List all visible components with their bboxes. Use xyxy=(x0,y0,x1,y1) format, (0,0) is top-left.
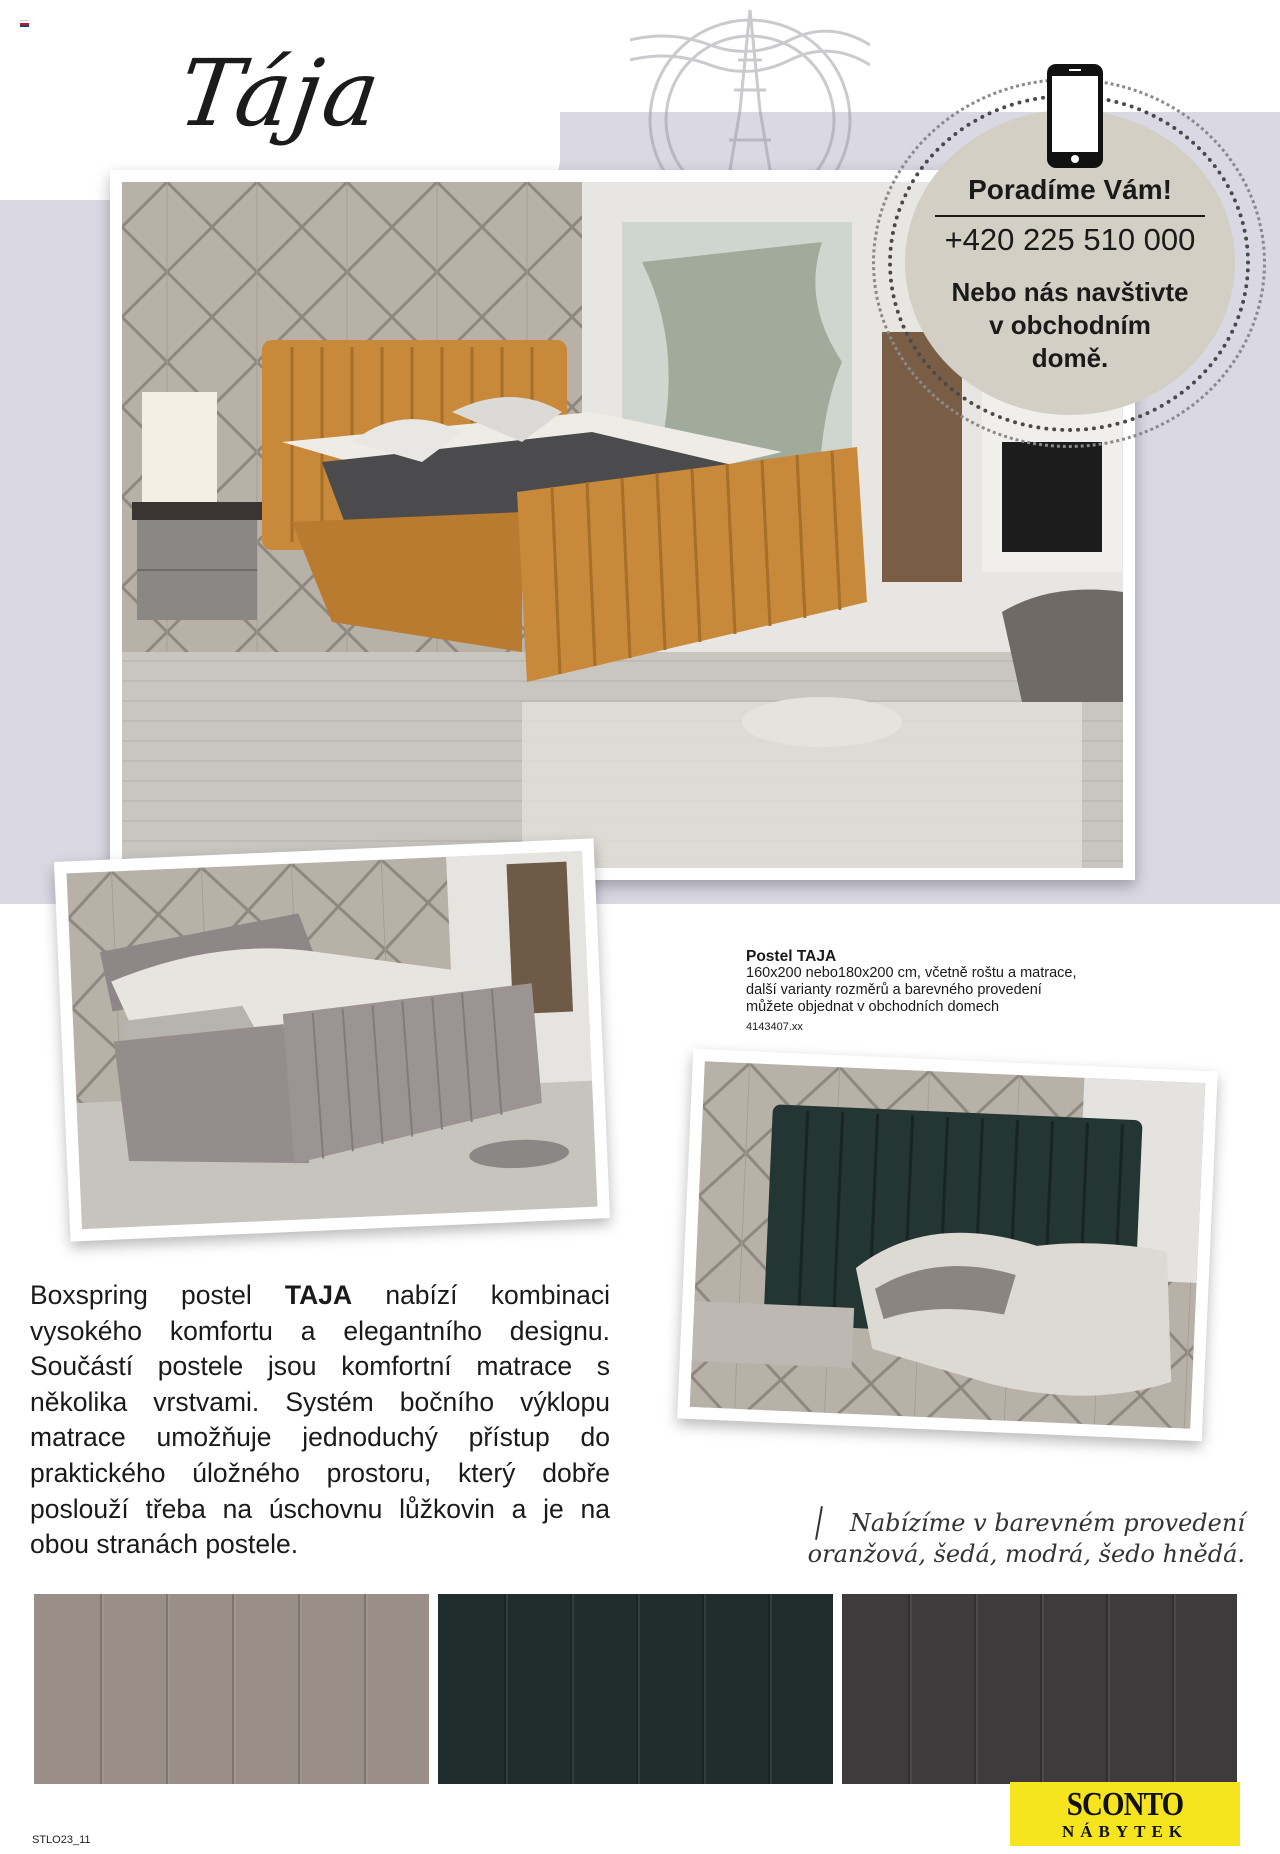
swatch-stitch-line xyxy=(504,1594,506,1784)
swatch-stitch-line xyxy=(298,1594,300,1784)
description-part-2: nabízí kombinaci vysokého komfortu a elegantního designu. Součástí postele jsou komfortní matrace s několika vrstvami. Systém bočního výklopu matrace umožňuje jednoduchý přístup do praktického úložného prostoru, který dobře poslouží třeba na úschovnu lůžkovin a je na obou stranách postele. xyxy=(30,1280,611,1560)
page-title: Tája xyxy=(172,40,388,147)
swatch-stitch-line xyxy=(908,1594,910,1784)
sconto-logo xyxy=(1010,1782,1240,1846)
swatch-stitch-line xyxy=(232,1594,234,1784)
swatch-grey-brown xyxy=(842,1594,1237,1784)
description-part-1: Boxspring postel xyxy=(30,1280,285,1310)
swatch-stitch-line xyxy=(100,1594,102,1784)
visit-line-1: Nebo nás navštivte xyxy=(951,277,1189,307)
grey-bed-illustration xyxy=(66,851,597,1229)
visit-line-3: domě. xyxy=(1031,343,1109,373)
swatch-stitch-line xyxy=(1106,1594,1108,1784)
swatch-stitch-line xyxy=(768,1594,770,1784)
dark-headboard-illustration xyxy=(690,1061,1206,1429)
swatch-stitch-line xyxy=(570,1594,572,1784)
smartphone-icon xyxy=(1045,62,1105,170)
swatch-grey xyxy=(34,1594,429,1784)
product-code: 4143407.xx xyxy=(746,1021,803,1033)
visit-text xyxy=(925,276,1215,375)
product-line-3: můžete objednat v obchodních domech xyxy=(746,999,1000,1015)
swatch-blue xyxy=(438,1594,833,1784)
offer-line-1: Nabízíme v barevném provedení xyxy=(849,1509,1245,1537)
swatch-stitch-line xyxy=(702,1594,704,1784)
swatch-stitch-line xyxy=(636,1594,638,1784)
storage-bed-photo xyxy=(54,838,610,1241)
offer-line-2: oranžová, šedá, modrá, šedo hnědá. xyxy=(807,1540,1245,1568)
page-code: STLO23_11 xyxy=(32,1834,91,1846)
logo-sub-text: NÁBYTEK xyxy=(1061,1822,1189,1841)
product-name: Postel TAJA xyxy=(746,948,837,965)
product-description xyxy=(30,1278,610,1563)
visit-line-2: v obchodním xyxy=(989,310,1151,340)
badge-title: Poradíme Vám! xyxy=(968,174,1172,205)
product-line-2: další varianty rozměrů a barevného provedení xyxy=(746,982,1042,998)
logo-main-text: SCONTO xyxy=(1066,1786,1184,1823)
color-offer xyxy=(805,1508,1245,1570)
swatch-stitch-line xyxy=(1172,1594,1174,1784)
headboard-detail-photo xyxy=(677,1049,1218,1442)
swatch-stitch-line xyxy=(1040,1594,1042,1784)
flag-icon xyxy=(20,20,29,26)
product-line-1: 160x200 nebo180x200 cm, včetně roštu a matrace, xyxy=(746,965,1077,981)
swatch-stitch-line xyxy=(166,1594,168,1784)
phone-number[interactable]: +420 225 510 000 xyxy=(944,222,1196,257)
badge-divider xyxy=(935,215,1205,217)
product-info xyxy=(746,948,1166,1036)
swatch-stitch-line xyxy=(364,1594,366,1784)
description-brand: TAJA xyxy=(284,1280,353,1310)
swatch-stitch-line xyxy=(974,1594,976,1784)
